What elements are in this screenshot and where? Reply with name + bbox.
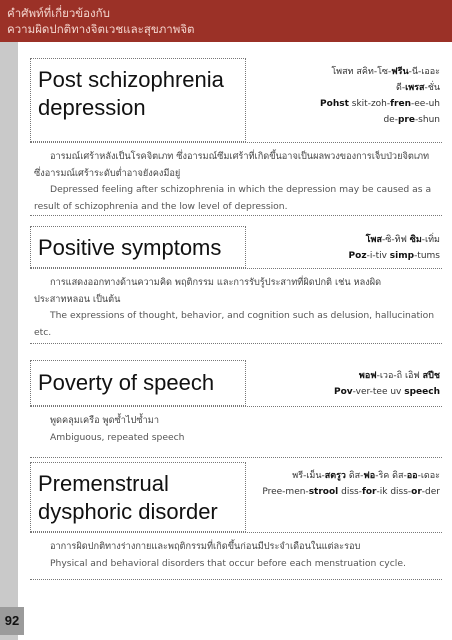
syllable: -shun bbox=[414, 115, 440, 125]
syllable: -ee-uh bbox=[411, 99, 440, 109]
stressed-syllable: ออ bbox=[406, 471, 418, 481]
term-line: Post schizophrenia bbox=[38, 67, 224, 92]
pron-th-line bbox=[349, 232, 440, 248]
syllable: diss- bbox=[338, 487, 362, 497]
pron-th-line bbox=[262, 468, 440, 484]
stressed-syllable: Pov bbox=[333, 387, 353, 397]
stressed-syllable: โพส bbox=[365, 235, 382, 245]
glossary-entry bbox=[30, 58, 442, 218]
definition bbox=[30, 268, 442, 344]
term-line: Poverty of speech bbox=[38, 370, 215, 395]
syllable: Pree-men- bbox=[262, 487, 309, 497]
pronunciation bbox=[262, 468, 440, 500]
definition bbox=[30, 406, 442, 458]
term-line: dysphoric disorder bbox=[38, 499, 218, 524]
syllable: -ver-tee uv bbox=[352, 387, 405, 397]
definition-english: Ambiguous, repeated speech bbox=[50, 431, 185, 443]
stressed-syllable: Pohst bbox=[320, 99, 349, 109]
stressed-syllable: สปีช bbox=[422, 371, 440, 381]
glossary-entry bbox=[30, 462, 442, 582]
syllable: -นี-เออะ bbox=[408, 67, 440, 77]
stressed-syllable: สตรูว bbox=[324, 471, 346, 481]
pron-en-line bbox=[320, 112, 440, 128]
stressed-syllable: ฟอ bbox=[363, 471, 376, 481]
syllable: ดี- bbox=[396, 83, 406, 93]
definition-english: Depressed feeling after schizophrenia in which the depression may be caused as a result of schizophrenia and the low level of depression. bbox=[34, 184, 432, 212]
definition-thai: อารมณ์เศร้าหลังเป็นโรคจิตเภท ซึ่งอารมณ์ซึมเศร้าที่เกิดขึ้นอาจเป็นผลพวงของการเจ็บป่วยจิตเภท ซึ่งอารมณ์เศร้าระดับต่ำอาจยังคงมีอยู่ bbox=[34, 151, 430, 179]
stressed-syllable: pre bbox=[397, 115, 415, 125]
syllable: โพสท bbox=[331, 67, 354, 77]
definition-thai: การแสดงออกทางด้านความคิด พฤติกรรม และการรับรู้ประสาทที่ผิดปกติ เช่น หลงผิด ประสาทหลอน เป็นต้น bbox=[34, 277, 382, 305]
stressed-syllable: ฟรีน bbox=[391, 67, 409, 77]
syllable: สคิท-โซ- bbox=[353, 67, 392, 77]
pron-en-line bbox=[262, 484, 440, 500]
definition-thai: พูดคลุมเครือ พูดซ้ำไปซ้ำมา bbox=[50, 415, 159, 426]
stressed-syllable: simp bbox=[389, 251, 415, 261]
term-line: Positive symptoms bbox=[38, 235, 222, 260]
pronunciation bbox=[334, 368, 440, 400]
definition-thai: อาการผิดปกติทางร่างกายและพฤติกรรมที่เกิดขึ้นก่อนมีประจำเดือนในแต่ละรอบ bbox=[50, 541, 361, 552]
syllable: -ริค ดิส- bbox=[375, 471, 407, 481]
syllable: -i-tiv bbox=[366, 251, 390, 261]
syllable: ดิส- bbox=[345, 471, 364, 481]
syllable: -เทิ่ม bbox=[421, 235, 440, 245]
page-header bbox=[0, 0, 452, 42]
header-title-line2: ความผิดปกติทางจิตเวชและสุขภาพจิต bbox=[7, 22, 195, 36]
stressed-syllable: fren bbox=[390, 99, 412, 109]
definition-english: The expressions of thought, behavior, and cognition such as delusion, hallucination etc. bbox=[34, 310, 435, 338]
side-margin-bar bbox=[0, 42, 18, 640]
syllable: -ซิ-ทิฟ bbox=[381, 235, 410, 245]
syllable: skit-zoh- bbox=[348, 99, 391, 109]
pron-en-line bbox=[349, 248, 440, 264]
definition-english: Physical and behavioral disorders that occur before each menstruation cycle. bbox=[50, 557, 406, 569]
syllable: -der bbox=[421, 487, 440, 497]
pron-th-line bbox=[320, 80, 440, 96]
stressed-syllable: เพรส bbox=[405, 83, 425, 93]
pron-en-line bbox=[320, 96, 440, 112]
stressed-syllable: strool bbox=[308, 487, 339, 497]
stressed-syllable: ซิม bbox=[409, 235, 422, 245]
pron-th-line bbox=[320, 64, 440, 80]
stressed-syllable: speech bbox=[404, 387, 440, 397]
definition bbox=[30, 142, 442, 216]
stressed-syllable: พอฟ bbox=[358, 371, 377, 381]
syllable: -เวอ-ถิ เอิฟ bbox=[376, 371, 423, 381]
pron-th-line bbox=[334, 368, 440, 384]
page-number: 92 bbox=[0, 607, 24, 635]
syllable: พรี-เม็น- bbox=[292, 471, 325, 481]
syllable: -เดอะ bbox=[417, 471, 440, 481]
stressed-syllable: or bbox=[411, 487, 422, 497]
glossary-entry bbox=[30, 360, 442, 460]
syllable: -ik diss- bbox=[376, 487, 412, 497]
stressed-syllable: Poz bbox=[348, 251, 367, 261]
pronunciation bbox=[320, 64, 440, 128]
stressed-syllable: for bbox=[361, 487, 377, 497]
syllable: -ชั่น bbox=[424, 83, 440, 93]
header-title-line1: คำศัพท์ที่เกี่ยวข้องกับ bbox=[7, 6, 110, 20]
pronunciation bbox=[349, 232, 440, 264]
term-line: depression bbox=[38, 95, 146, 120]
syllable: de- bbox=[383, 115, 398, 125]
term-line: Premenstrual bbox=[38, 471, 169, 496]
glossary-entry bbox=[30, 226, 442, 348]
pron-en-line bbox=[334, 384, 440, 400]
syllable: -tums bbox=[414, 251, 440, 261]
definition bbox=[30, 532, 442, 580]
